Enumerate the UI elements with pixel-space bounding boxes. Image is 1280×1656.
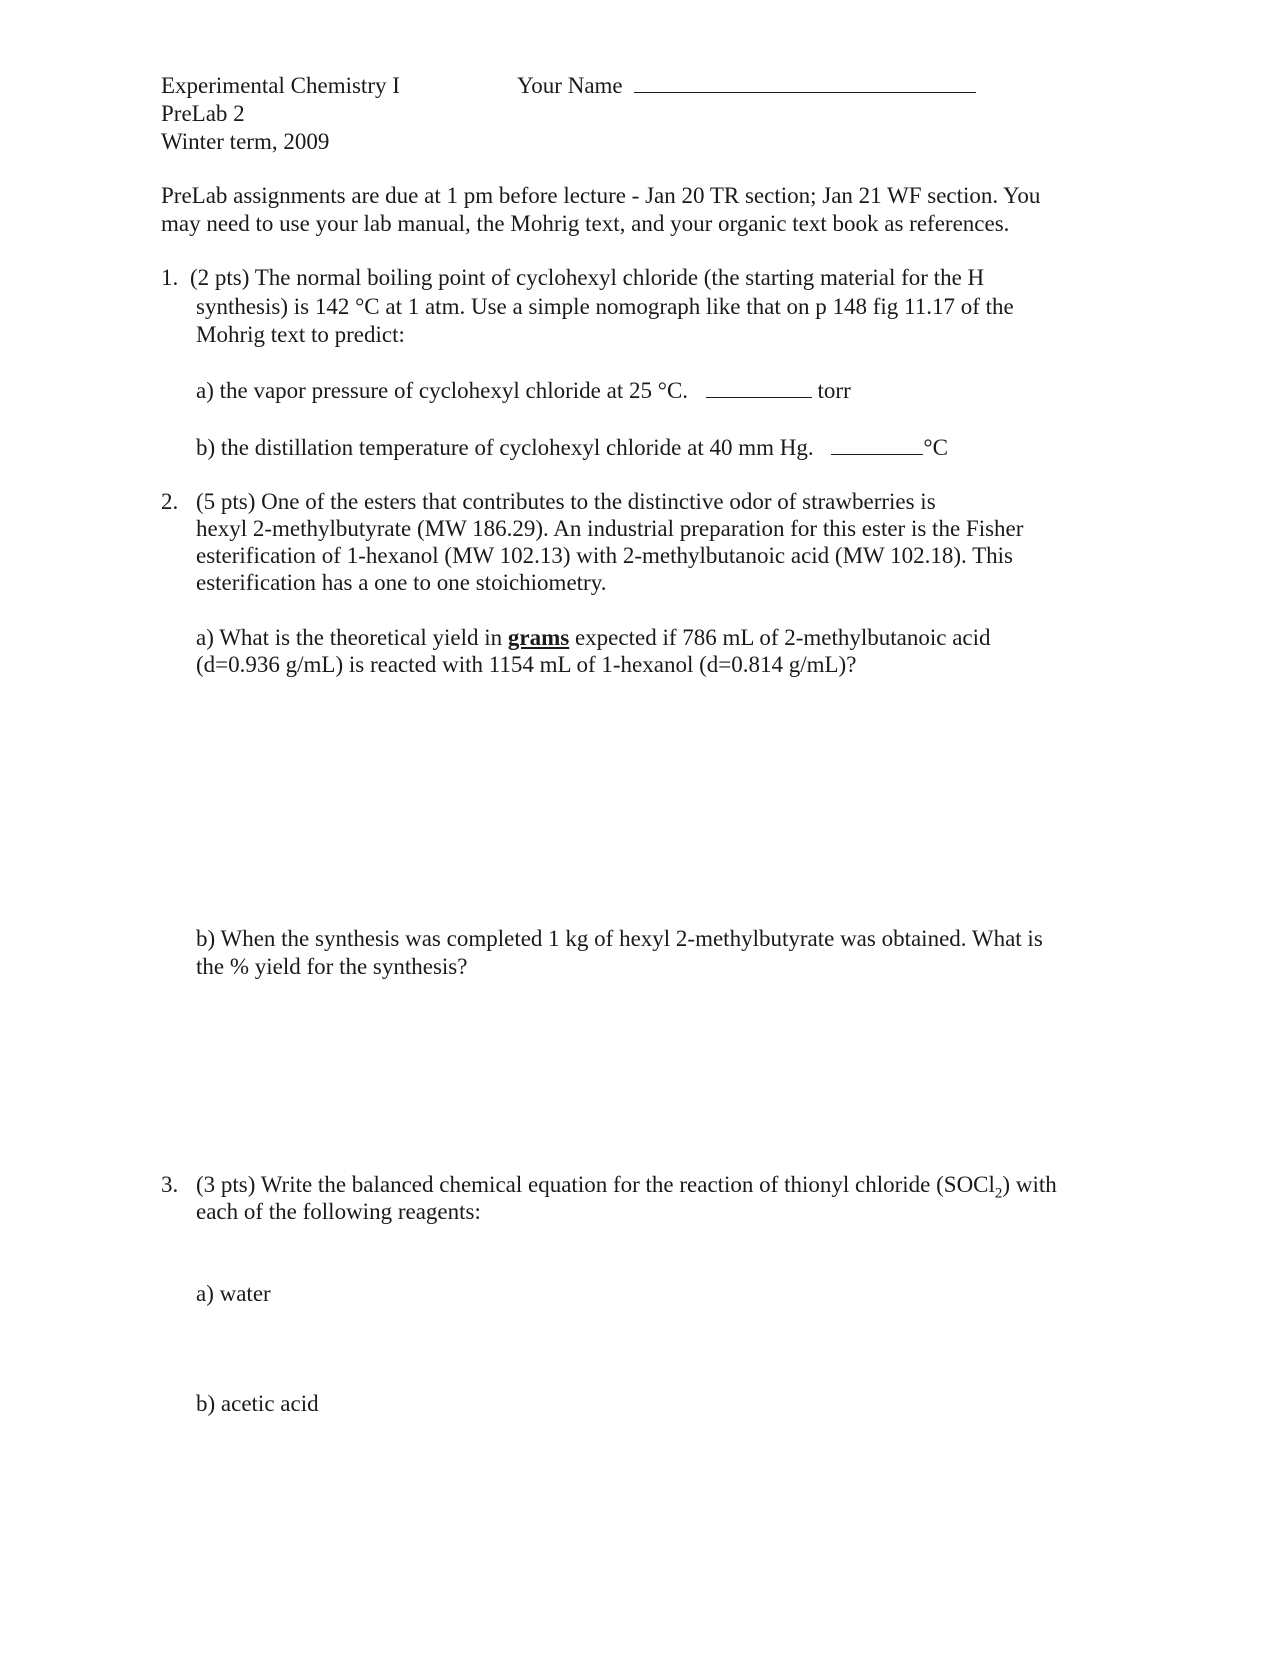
q2a-post: expected if 786 mL of 2-methylbutanoic acid — [574, 625, 991, 650]
course-title: Experimental Chemistry I — [161, 73, 400, 98]
q3-number: 3. — [161, 1172, 179, 1197]
assignment-title: PreLab 2 — [161, 101, 245, 126]
q2a-line-2: (d=0.936 g/mL) is reacted with 1154 mL of 1-hexanol (d=0.814 g/mL)? — [196, 652, 857, 677]
q3-subscript: 2 — [994, 1185, 1003, 1202]
name-field — [517, 72, 976, 100]
intro-line-1: PreLab assignments are due at 1 pm before lecture - Jan 20 TR section; Jan 21 WF section. You — [161, 183, 1041, 208]
q1b-answer-blank[interactable] — [831, 434, 923, 455]
q1a-answer-blank[interactable] — [706, 377, 812, 398]
q2-line-2: hexyl 2-methylbutyrate (MW 186.29). An industrial preparation for this ester is the Fisher — [196, 516, 1024, 541]
q2b-line-1: b) When the synthesis was completed 1 kg of hexyl 2-methylbutyrate was obtained. What is — [196, 926, 1043, 951]
term-label: Winter term, 2009 — [161, 129, 330, 154]
q1b-unit: °C — [923, 435, 948, 460]
q1b-text: b) the distillation temperature of cyclohexyl chloride at 40 mm Hg. — [196, 435, 814, 460]
q2a-emphasis: grams — [507, 625, 570, 650]
q3-line-1-pre: (3 pts) Write the balanced chemical equation for the reaction of thionyl chloride (SOCl — [196, 1172, 995, 1197]
name-blank[interactable] — [634, 72, 976, 93]
q1-line-2: synthesis) is 142 °C at 1 atm. Use a simple nomograph like that on p 148 fig 11.17 of the — [196, 294, 1014, 319]
q2-line-1: (5 pts) One of the esters that contributes to the distinctive odor of strawberries is — [196, 489, 936, 514]
q1b — [196, 434, 948, 462]
q1a-text: a) the vapor pressure of cyclohexyl chloride at 25 °C. — [196, 378, 689, 403]
q2-line-3: esterification of 1-hexanol (MW 102.13) with 2-methylbutanoic acid (MW 102.18). This — [196, 543, 1013, 568]
q1-line-3: Mohrig text to predict: — [196, 322, 405, 347]
q2-number: 2. — [161, 489, 179, 514]
q1a — [196, 377, 851, 405]
q2a-line-1 — [196, 624, 991, 652]
q3-line-2: each of the following reagents: — [196, 1199, 481, 1224]
q2b-line-2: the % yield for the synthesis? — [196, 954, 468, 979]
q1-number: 1. — [161, 265, 179, 290]
intro-line-2: may need to use your lab manual, the Mohrig text, and your organic text book as references. — [161, 211, 1010, 236]
q1a-unit: torr — [817, 378, 851, 403]
q2-line-4: esterification has a one to one stoichiometry. — [196, 570, 607, 595]
q3b-acetic-acid: b) acetic acid — [196, 1391, 319, 1416]
q3-line-1-post: ) with — [1002, 1172, 1057, 1197]
name-label: Your Name — [517, 73, 623, 98]
q3a-water: a) water — [196, 1281, 271, 1306]
q3-line-1 — [196, 1171, 1057, 1202]
q1-line-1: (2 pts) The normal boiling point of cyclohexyl chloride (the starting material for the H — [190, 265, 985, 290]
q2a-pre: a) What is the theoretical yield in — [196, 625, 503, 650]
